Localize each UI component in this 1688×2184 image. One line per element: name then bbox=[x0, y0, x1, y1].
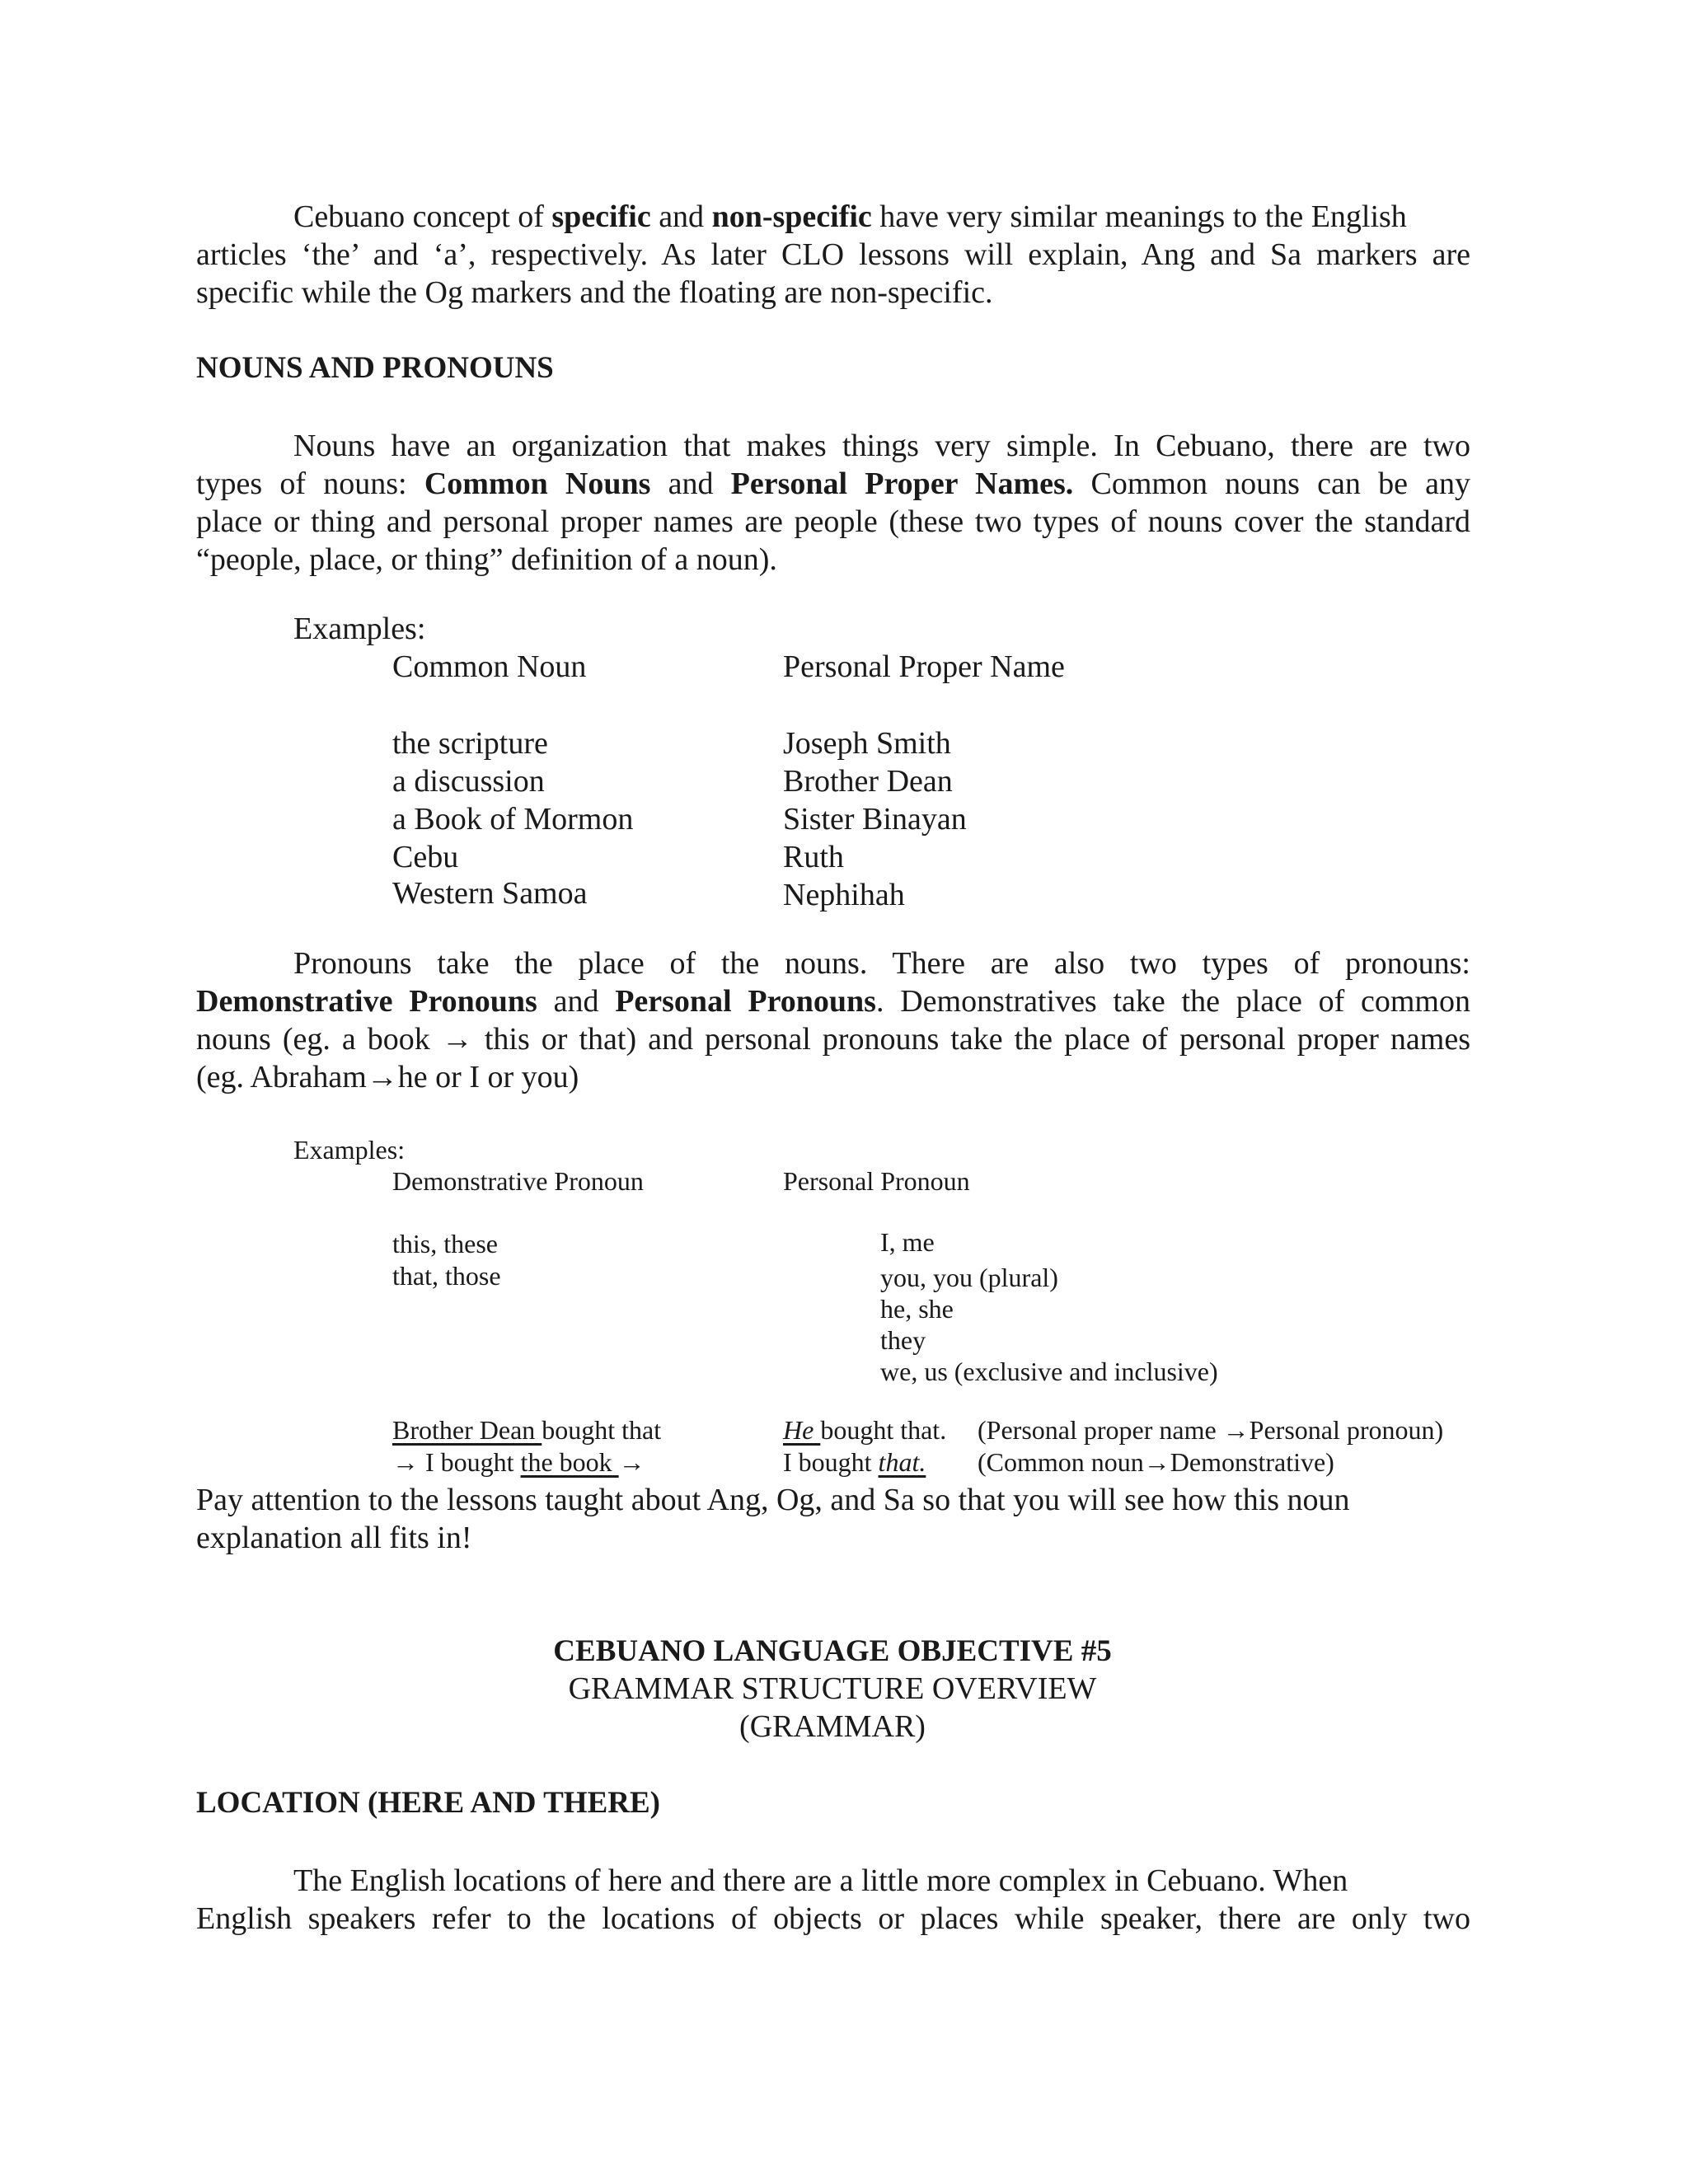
objective-subtitle-2: (GRAMMAR) bbox=[739, 1709, 926, 1744]
common-noun-item: Western Samoa bbox=[392, 876, 588, 911]
para1-text: have very similar meanings to the English bbox=[871, 199, 1407, 234]
term-demonstrative-pronouns: Demonstrative Pronouns bbox=[196, 984, 537, 1019]
common-noun-item: a discussion bbox=[392, 764, 545, 799]
para1-line2: articles ‘the’ and ‘a’, respectively. As later CLO lessons will explain, Ang and Sa markers are bbox=[196, 237, 1470, 272]
para2-line2 bbox=[196, 465, 1470, 504]
example-sentence bbox=[783, 1446, 926, 1479]
para1-text: Cebuano concept of bbox=[293, 199, 552, 234]
personal-pronoun-item: we, us (exclusive and inclusive) bbox=[880, 1357, 1218, 1386]
personal-pronoun-item: they bbox=[880, 1325, 926, 1355]
col-header-common-noun: Common Noun bbox=[392, 649, 587, 684]
example-sentence bbox=[783, 1414, 946, 1446]
objective-subtitle: GRAMMAR STRUCTURE OVERVIEW bbox=[568, 1671, 1097, 1706]
example-sentence bbox=[392, 1446, 645, 1479]
para2-line4: “people, place, or thing” definition of a noun). bbox=[196, 542, 777, 577]
para4-line2: explanation all fits in! bbox=[196, 1521, 472, 1555]
personal-pronoun-item: he, she bbox=[880, 1294, 954, 1324]
example-note: (Personal proper name →Personal pronoun) bbox=[978, 1415, 1444, 1445]
sentence-text: bought that bbox=[542, 1415, 662, 1445]
example-sentence bbox=[392, 1414, 661, 1446]
term-personal-pronouns: Personal Pronouns bbox=[615, 984, 876, 1019]
para3-line1: Pronouns take the place of the nouns. There are also two types of pronouns: bbox=[293, 946, 1470, 981]
para5-line2: English speakers refer to the locations of objects or places while speaker, there are only two bbox=[196, 1901, 1470, 1936]
para4-line1: Pay attention to the lessons taught about Ang, Og, and Sa so that you will see how this noun bbox=[196, 1483, 1350, 1517]
section-heading-location: LOCATION (HERE AND THERE) bbox=[196, 1786, 660, 1820]
para3-line2 bbox=[196, 982, 1470, 1021]
para2-text: and bbox=[650, 466, 731, 501]
underlined-pronoun: that. bbox=[878, 1447, 926, 1477]
para2-text: types of nouns: bbox=[196, 466, 424, 501]
para2-text: Common nouns can be any bbox=[1073, 466, 1471, 501]
underlined-noun: the book bbox=[520, 1447, 619, 1477]
personal-pronoun-item: you, you (plural) bbox=[880, 1263, 1058, 1292]
para1-text: and bbox=[650, 199, 712, 234]
common-noun-item: the scripture bbox=[392, 726, 548, 761]
proper-name-item: Nephihah bbox=[783, 878, 905, 912]
col-header-personal-pronoun: Personal Pronoun bbox=[783, 1166, 970, 1196]
sentence-text: bought that. bbox=[820, 1415, 947, 1445]
proper-name-item: Sister Binayan bbox=[783, 802, 967, 837]
col-header-proper-name: Personal Proper Name bbox=[783, 649, 1065, 684]
common-noun-item: Cebu bbox=[392, 840, 459, 874]
col-header-demonstrative-pronoun: Demonstrative Pronoun bbox=[392, 1166, 644, 1196]
para2-line3: place or thing and personal proper names are people (these two types of nouns cover the standard bbox=[196, 504, 1470, 539]
para1-line1 bbox=[293, 198, 1407, 237]
sentence-text: I bought bbox=[783, 1447, 879, 1477]
objective-title: CEBUANO LANGUAGE OBJECTIVE #5 bbox=[553, 1634, 1112, 1668]
underlined-noun: Brother Dean bbox=[392, 1415, 542, 1445]
proper-name-item: Brother Dean bbox=[783, 764, 953, 799]
para3-text: and bbox=[537, 984, 616, 1019]
common-noun-item: a Book of Mormon bbox=[392, 802, 634, 837]
section-heading-nouns: NOUNS AND PRONOUNS bbox=[196, 351, 554, 385]
proper-name-item: Ruth bbox=[783, 840, 844, 874]
para2-line1: Nouns have an organization that makes things very simple. In Cebuano, there are two bbox=[293, 429, 1470, 463]
demonstrative-item: that, those bbox=[392, 1261, 501, 1291]
example-note: (Common noun→Demonstrative) bbox=[978, 1447, 1334, 1477]
para3-text: . Demonstratives take the place of common bbox=[875, 984, 1470, 1019]
term-non-specific: non-specific bbox=[711, 199, 872, 234]
underlined-pronoun: He bbox=[783, 1415, 821, 1445]
term-personal-proper-names: Personal Proper Names. bbox=[730, 466, 1074, 501]
personal-pronoun-item: I, me bbox=[880, 1227, 935, 1257]
term-common-nouns: Common Nouns bbox=[424, 466, 651, 501]
examples-label: Examples: bbox=[293, 612, 426, 646]
para1-line3: specific while the Og markers and the floating are non-specific. bbox=[196, 275, 993, 310]
arrow-icon: → bbox=[618, 1447, 645, 1477]
examples-label: Examples: bbox=[293, 1135, 406, 1165]
para3-line3: nouns (eg. a book → this or that) and personal pronouns take the place of personal proper names bbox=[196, 1022, 1470, 1057]
demonstrative-item: this, these bbox=[392, 1229, 498, 1258]
para5-line1: The English locations of here and there are a little more complex in Cebuano. When bbox=[293, 1863, 1348, 1898]
sentence-text: → I bought bbox=[392, 1447, 521, 1477]
proper-name-item: Joseph Smith bbox=[783, 726, 951, 761]
para3-line4: (eg. Abraham→he or I or you) bbox=[196, 1060, 579, 1094]
term-specific: specific bbox=[551, 199, 651, 234]
